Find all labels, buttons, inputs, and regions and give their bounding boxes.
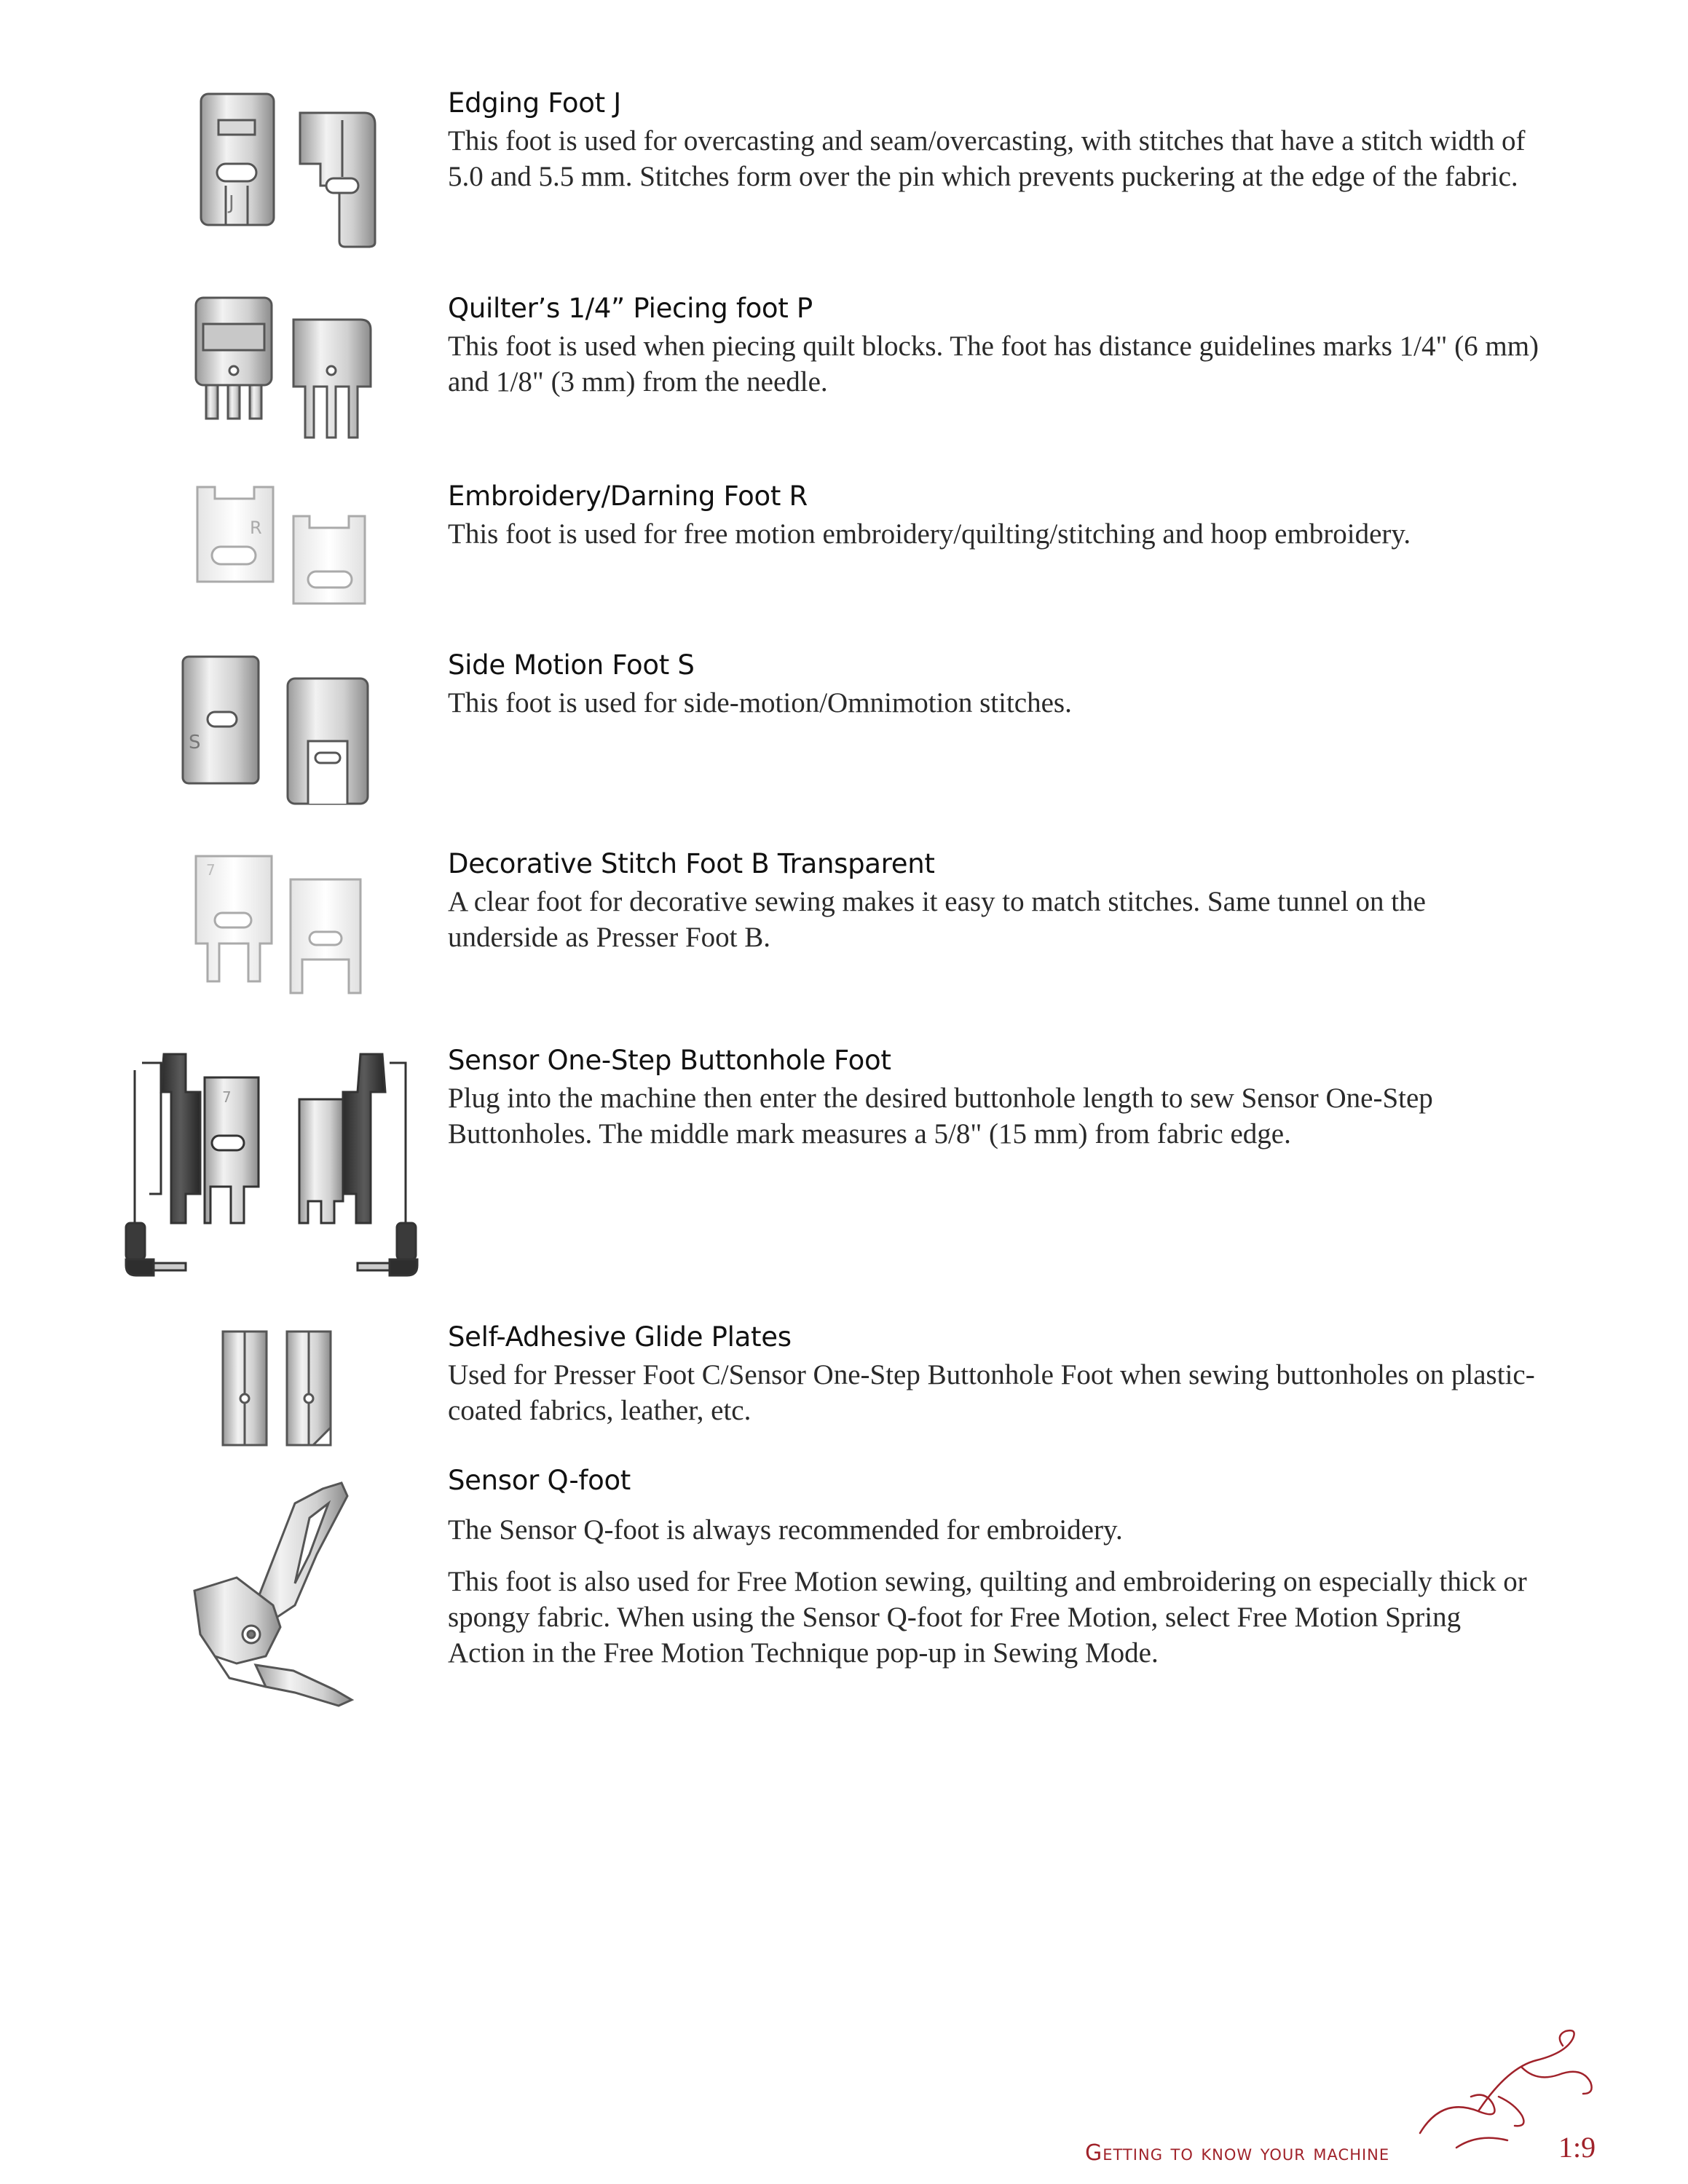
sensor-q-foot-image [186,1474,375,1714]
side-motion-foot-s-image [178,654,382,807]
page-number: 1:9 [1558,2131,1596,2164]
item-title: Edging Foot J [448,87,621,119]
piecing-foot-p-image [193,295,375,448]
glide-plates-image [218,1329,350,1452]
item-description: A clear foot for decorative sewing makes it easy to match stitches. Same tunnel on the underside as Presser Foot B. [448,886,1426,953]
item-title: Self-Adhesive Glide Plates [448,1321,792,1353]
darning-foot-r-entry [448,480,1540,552]
foot-s-letter: S [189,732,201,753]
sensor-q-foot-entry [448,1465,1540,1671]
decorative-foot-b-image [193,850,382,1003]
item-description: The Sensor Q-foot is always recommended for embroidery. [448,1514,1123,1546]
sensor-buttonhole-foot-entry [448,1045,1540,1152]
edging-foot-j-image [197,91,393,251]
decorative-foot-b-entry [448,848,1540,955]
item-description: Used for Presser Foot C/Sensor One-Step Buttonhole Foot when sewing buttonholes on plastic-coated fabrics, leather, etc. [448,1359,1535,1426]
foot-j-letter: J [229,192,234,214]
sensor-buttonhole-foot-image [120,1048,441,1281]
side-motion-foot-s-entry [448,649,1540,721]
foot-r-letter: R [250,518,262,538]
buttonhole-foot-mark: 7 [222,1088,232,1106]
item-description: This foot is used for free motion embroidery/quilting/stitching and hoop embroidery. [448,518,1411,550]
item-title: Decorative Stitch Foot B Transparent [448,848,935,879]
item-title: Side Motion Foot S [448,649,695,681]
glide-plates-entry [448,1321,1540,1428]
piecing-foot-p-entry [448,293,1540,400]
edging-foot-j-entry [448,87,1540,194]
item-description: This foot is used for side-motion/Omnimotion stitches. [448,687,1072,719]
item-description: This foot is used for overcasting and seam/overcasting, with stitches that have a stitch width of 5.0 and 5.5 mm. Stitches form over the pin which prevents puckering at the edge of the fabric. [448,125,1526,192]
darning-foot-r-image [193,484,375,615]
item-description-2: This foot is also used for Free Motion sewing, quilting and embroidering on especially thick or spongy fabric. When using the Sensor Q-foot for Free Motion, select Free Motion Spring Action in the Free Motion Technique pop-up in Sewing Mode. [448,1566,1527,1669]
item-title: Sensor Q-foot [448,1465,631,1496]
footer-section-title: Getting to know your machine [1085,2140,1390,2166]
item-title: Embroidery/Darning Foot R [448,480,808,512]
item-description: Plug into the machine then enter the desired buttonhole length to sew Sensor One-Step Buttonholes. The middle mark measures a 5/8" (15 mm) from fabric edge. [448,1083,1433,1150]
item-title: Quilter’s 1/4” Piecing foot P [448,293,813,324]
foot-b-mark: 7 [206,861,216,879]
item-description: This foot is used when piecing quilt blocks. The foot has distance guidelines marks 1/4" (6 mm) and 1/8" (3 mm) from the needle. [448,331,1539,397]
item-title: Sensor One-Step Buttonhole Foot [448,1045,891,1076]
